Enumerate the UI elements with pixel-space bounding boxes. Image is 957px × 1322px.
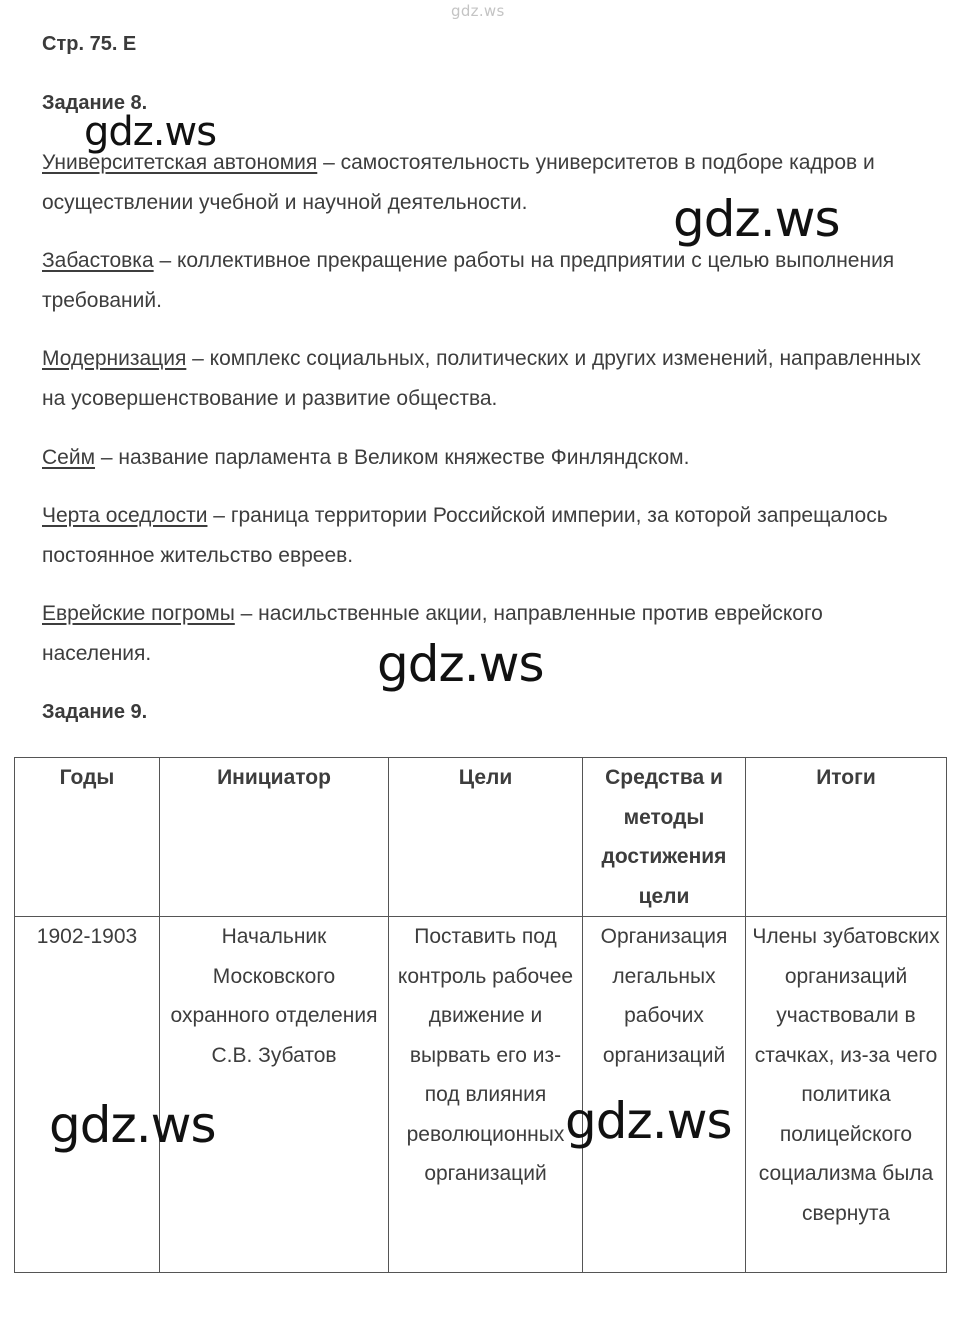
definition-text: – название парламента в Великом княжестве Финляндском. [95,446,690,469]
definition-term: Модернизация [42,347,187,370]
task9-table [14,757,947,1273]
definition-term: Сейм [42,446,96,469]
definition-strike [42,241,922,321]
header-means: Средства и методы достижения цели [583,758,746,917]
header-years: Годы [15,758,160,917]
definition-term: Забастовка [42,249,154,272]
definition-modernization [42,339,922,419]
cell-means: Организация легальных рабочих организаций [583,917,746,1273]
task9-title: Задание 9. [42,701,148,723]
table-row [15,917,947,1273]
cell-goals: Поставить под контроль рабочее движение и вырвать его из-под влияния революционных организаций [389,917,583,1273]
table-header-row [15,758,947,917]
task8-title: Задание 8. [42,92,148,114]
watermark: gdz.ws [377,635,544,693]
watermark: gdz.ws [673,190,840,248]
top-watermark: gdz.ws [451,2,505,20]
page-heading: Стр. 75. Е [42,33,137,55]
watermark: gdz.ws [49,1096,216,1154]
header-initiator: Инициатор [160,758,389,917]
cell-years: 1902-1903 [15,917,160,1273]
cell-results: Члены зубатовских организаций участвовали в стачках, из-за чего политика полицейского социализма была свернута [746,917,947,1273]
header-results: Итоги [746,758,947,917]
cell-initiator: Начальник Московского охранного отделения С.В. Зубатов [160,917,389,1273]
definition-text: – насильственные акции, направленные против еврейского населения. [42,602,823,665]
definition-text: – комплекс социальных, политических и других изменений, направленных на усовершенствование и развитие общества. [42,347,921,410]
definition-seim [42,438,922,478]
definition-text: – коллективное прекращение работы на предприятии с целью выполнения требований. [42,249,895,312]
definition-term: Еврейские погромы [42,602,235,625]
watermark: gdz.ws [84,109,217,155]
definition-text: – самостоятельность университетов в подборе кадров и осуществлении учебной и научной деятельности. [42,151,875,214]
header-goals: Цели [389,758,583,917]
definition-term: Университетская автономия [42,151,318,174]
watermark: gdz.ws [565,1092,732,1150]
definition-term: Черта оседлости [42,504,208,527]
definition-text: – граница территории Российской империи, за которой запрещалось постоянное жительство евреев. [42,504,888,567]
definition-pale-of-settlement [42,496,922,576]
